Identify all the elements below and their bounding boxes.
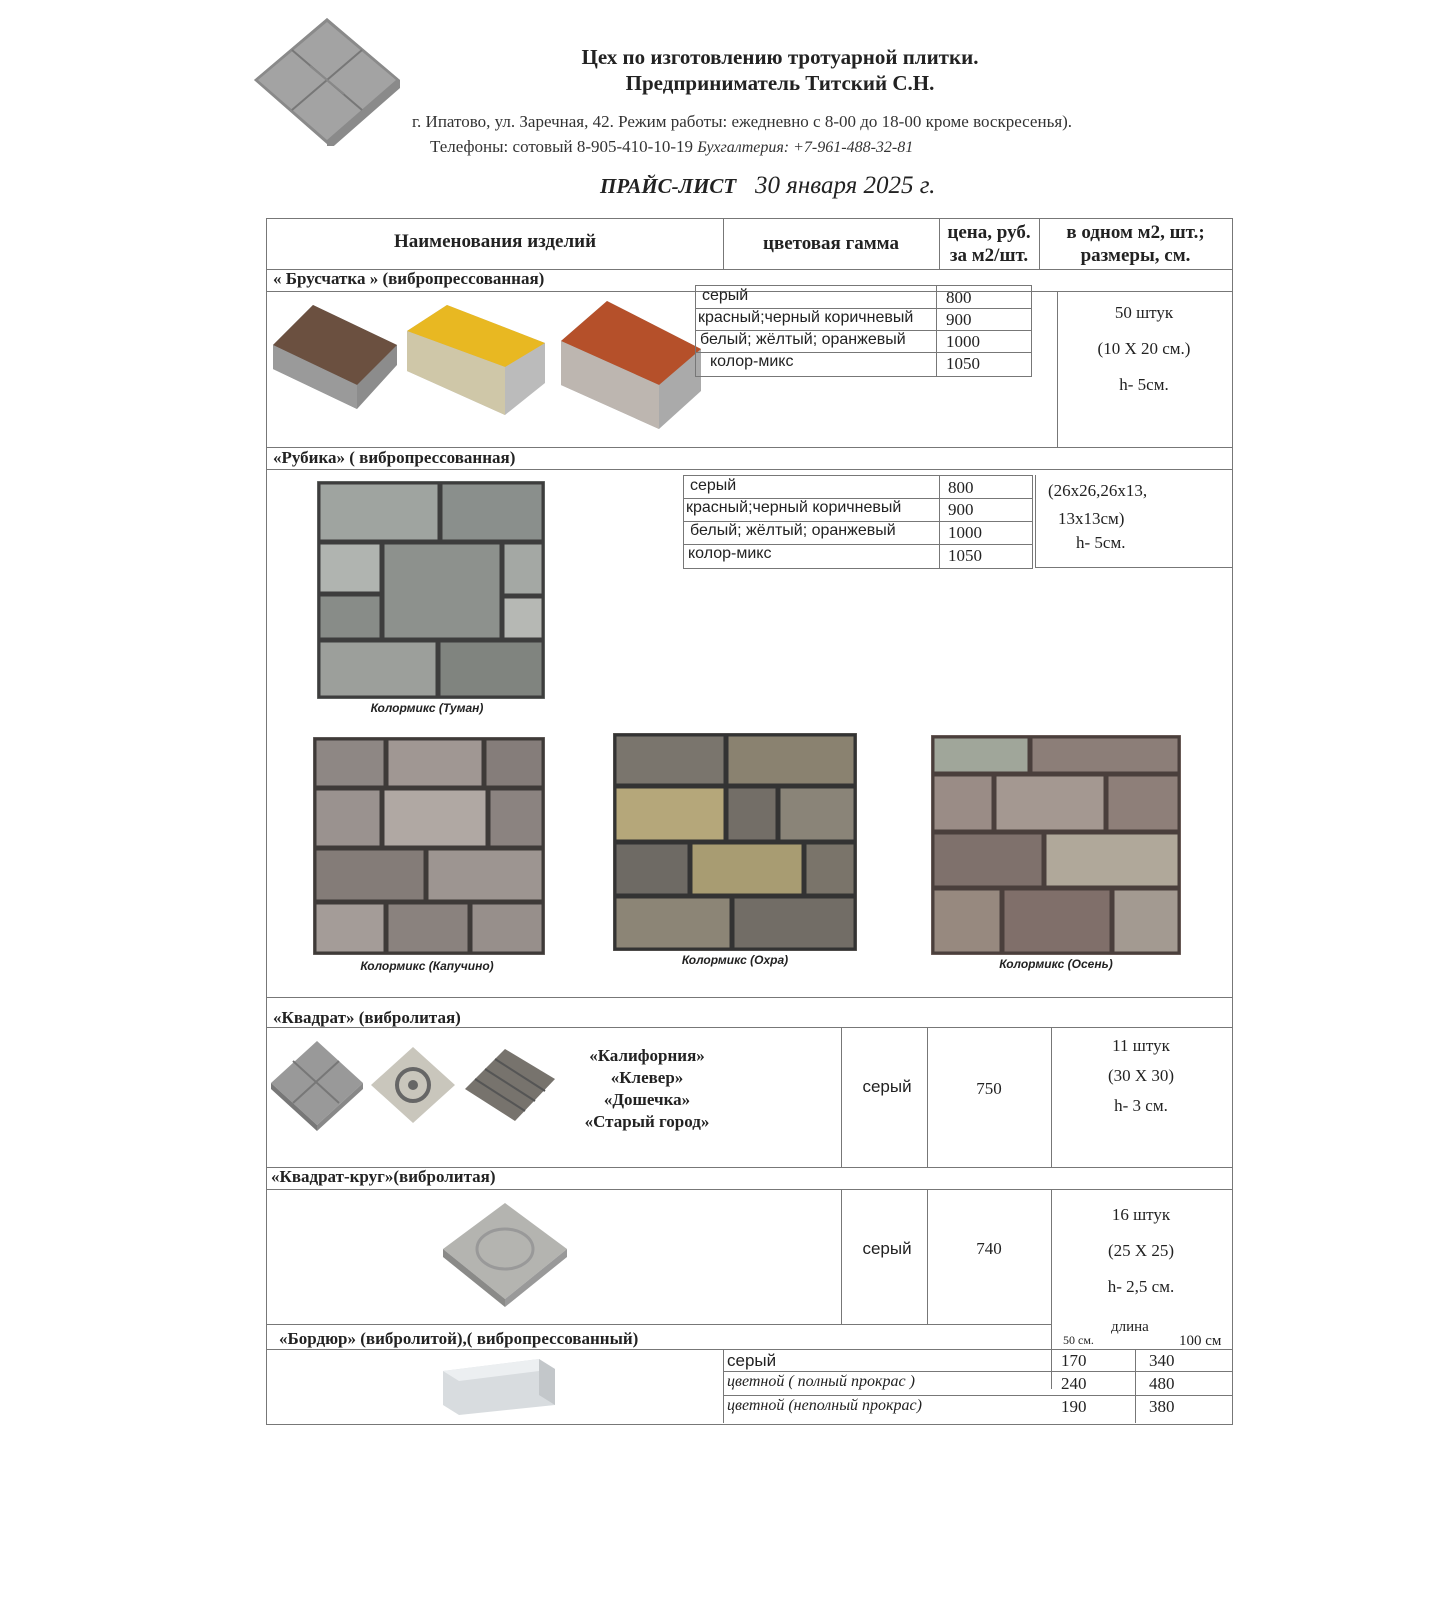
bruschatka-size: (10 Х 20 см.) (1097, 339, 1191, 358)
bruschatka-price-2: 1000 (946, 332, 980, 351)
rubika-price-0: 800 (948, 478, 974, 497)
rubika-ohra-photo (613, 733, 857, 951)
price-list-heading (600, 172, 935, 200)
bruschatka-color-2: белый; жёлтый; оранжевый (700, 331, 906, 348)
rubika-caption-kapuchino: Колормикс (Капучино) (360, 959, 494, 973)
kvadrat-krug-info (1051, 1197, 1231, 1305)
rubika-price-table (683, 475, 1033, 569)
bordyur-p100-1: 480 (1149, 1374, 1175, 1393)
bruschatka-price-0: 800 (946, 288, 972, 307)
kvadrat-krug-size: (25 Х 25) (1107, 1241, 1175, 1260)
brick-yellow-image (407, 305, 545, 415)
bruschatka-price-1: 900 (946, 310, 972, 329)
rubika-price-1: 900 (948, 500, 974, 519)
bruschatka-color-1: красный;черный коричневый (698, 309, 914, 326)
rubika-kapuchino-photo (313, 737, 545, 955)
tile-california-icon (271, 1041, 363, 1131)
rubika-size-l1: (26х26,26х13, (1048, 481, 1148, 500)
col-header-qty (1039, 221, 1232, 267)
company-title-line1: Цех по изготовлению тротуарной плитки. (581, 45, 979, 69)
section-kvadrat-title: «Квадрат» (вибролитая) (273, 1008, 461, 1027)
bordyur-len-100: 100 см (1179, 1333, 1222, 1349)
col-header-qty-l1: в одном м2, шт.; (1066, 222, 1205, 243)
tile-kvadrat-krug-icon (443, 1203, 567, 1307)
phone-mobile: Телефоны: сотовый 8-905-410-10-19 (430, 137, 693, 156)
bordyur-len-50: 50 см. (1063, 1333, 1094, 1347)
rubika-color-0: серый (690, 477, 737, 494)
price-list-date: 30 января 2025 г. (754, 172, 936, 199)
col-header-price-l1: цена, руб. (947, 222, 1031, 243)
logo-tile-icon (252, 18, 402, 146)
bordyur-p50-1: 240 (1061, 1374, 1087, 1393)
kvadrat-name-0: «Калифорния» (589, 1046, 705, 1065)
bordyur-length-label: длина (1111, 1319, 1149, 1335)
kvadrat-name-3: «Старый город» (584, 1112, 710, 1131)
rubika-color-3: колор-микс (688, 545, 772, 562)
kvadrat-price: 750 (976, 1079, 1002, 1098)
section-kvadrat-krug-title: «Квадрат-круг»(вибролитая) (271, 1167, 496, 1186)
bordyur-p100-2: 380 (1149, 1397, 1175, 1416)
phones-line (430, 137, 913, 157)
kvadrat-krug-qty: 16 штук (1111, 1205, 1171, 1224)
bordyur-color-2: цветной (неполный прокрас) (727, 1397, 922, 1414)
phone-accounting: Бухгалтерия: +7-961-488-32-81 (697, 139, 914, 156)
rubika-height: h- 5см. (1076, 533, 1126, 552)
bruschatka-color-0: серый (702, 287, 749, 304)
section-bordyur-title: «Бордюр» (вибролитой),( вибропрессованный) (279, 1329, 639, 1348)
tile-klever-icon (371, 1047, 455, 1125)
kvadrat-name-2: «Дошечка» (603, 1090, 691, 1109)
section-rubika-title: «Рубика» ( вибропрессованная) (273, 448, 516, 467)
kvadrat-size: (30 Х 30) (1107, 1066, 1175, 1085)
kvadrat-krug-height: h- 2,5 см. (1107, 1277, 1175, 1296)
kvadrat-qty: 11 штук (1112, 1036, 1170, 1055)
rubika-color-2: белый; жёлтый; оранжевый (690, 522, 896, 539)
kvadrat-color: серый (862, 1077, 912, 1096)
kvadrat-height: h- 3 см. (1114, 1096, 1168, 1115)
company-title (560, 44, 1000, 96)
rubika-caption-osen: Колормикс (Осень) (999, 957, 1113, 971)
bordyur-color-0: серый (727, 1351, 777, 1370)
bruschatka-height: h- 5см. (1119, 375, 1169, 394)
col-header-price (939, 221, 1039, 267)
col-header-qty-l2: размеры, см. (1080, 245, 1191, 266)
rubika-caption-tuman: Колормикс (Туман) (370, 701, 484, 715)
kvadrat-krug-color: серый (862, 1239, 912, 1258)
col-header-price-l2: за м2/шт. (949, 245, 1029, 266)
section-bruschatka-title: « Брусчатка » (вибропрессованная) (273, 269, 545, 288)
rubika-price-2: 1000 (948, 523, 982, 542)
col-header-color: цветовая гамма (763, 233, 899, 254)
rubika-osen-photo (931, 735, 1181, 955)
kvadrat-name-1: «Клевер» (610, 1068, 684, 1087)
bordyur-p50-0: 170 (1061, 1351, 1087, 1370)
kvadrat-info (1051, 1031, 1231, 1121)
brick-brown-image (273, 305, 397, 409)
price-table (266, 218, 1233, 1425)
bruschatka-color-3: колор-микс (710, 353, 794, 370)
rubika-tuman-photo (317, 481, 545, 699)
kvadrat-names (563, 1045, 731, 1133)
col-header-name: Наименования изделий (393, 231, 597, 252)
company-title-line2: Предприниматель Титский С.Н. (625, 71, 935, 95)
address-line: г. Ипатово, ул. Заречная, 42. Режим работы: ежедневно с 8-00 до 18-00 кроме воскресенья). (412, 112, 1073, 131)
bruschatka-price-3: 1050 (946, 354, 980, 373)
bruschatka-qty: 50 штук (1114, 303, 1174, 322)
bordyur-p100-0: 340 (1149, 1351, 1175, 1370)
bruschatka-price-table (695, 285, 1032, 377)
price-list-title: ПРАЙС-ЛИСТ (600, 174, 737, 198)
kvadrat-krug-price: 740 (976, 1239, 1002, 1258)
brick-colormix-image (561, 301, 701, 429)
rubika-price-3: 1050 (948, 546, 982, 565)
rubika-color-1: красный;черный коричневый (686, 499, 902, 516)
rubika-info (1035, 475, 1232, 568)
tile-doshechka-icon (465, 1049, 555, 1125)
rubika-size-l2: 13х13см) (1058, 509, 1125, 528)
rubika-caption-ohra: Колормикс (Охра) (681, 953, 789, 967)
bordyur-color-1: цветной ( полный прокрас ) (727, 1373, 915, 1390)
bruschatka-info (1059, 295, 1229, 403)
bordyur-image (443, 1359, 555, 1415)
bordyur-p50-2: 190 (1061, 1397, 1087, 1416)
